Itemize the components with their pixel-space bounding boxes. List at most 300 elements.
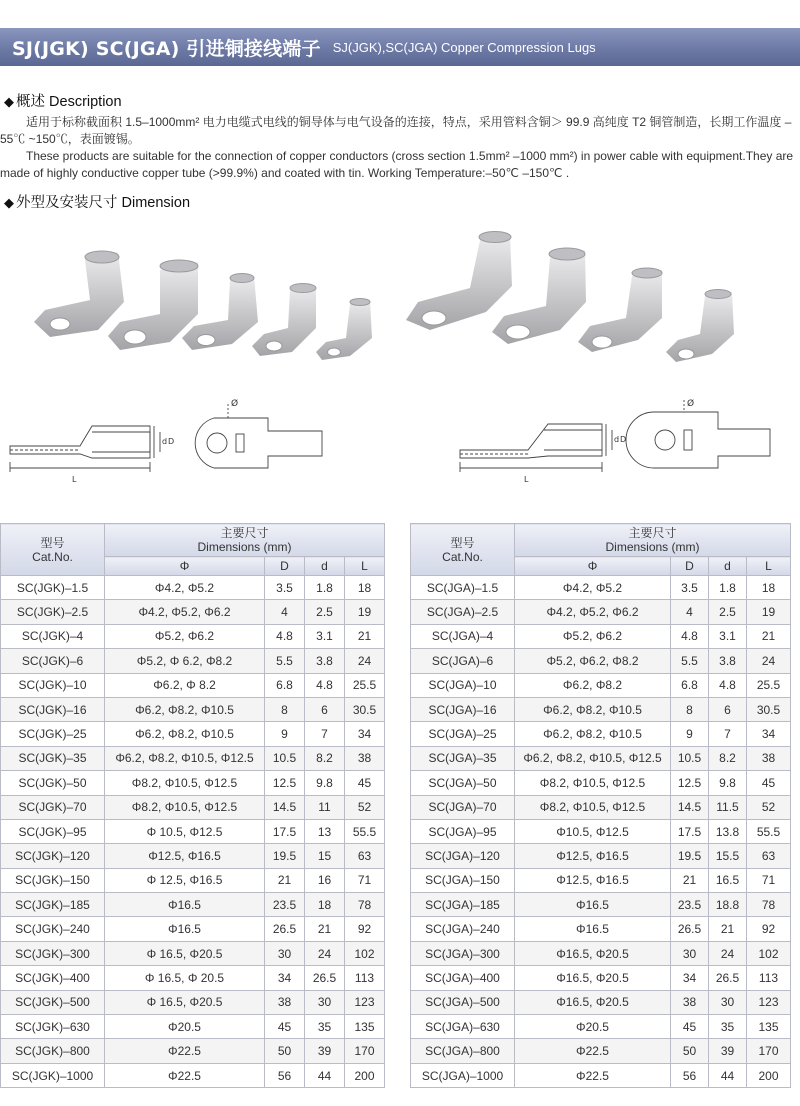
D-cell: 56 bbox=[671, 1063, 709, 1087]
phi-cell: Φ16.5, Φ20.5 bbox=[515, 966, 671, 990]
model-header-en: Cat.No. bbox=[442, 549, 483, 564]
L-cell: 24 bbox=[747, 649, 791, 673]
table-row bbox=[411, 624, 791, 648]
table-row bbox=[1, 722, 385, 746]
D-cell: 9 bbox=[265, 722, 305, 746]
D-cell: 6.8 bbox=[265, 673, 305, 697]
table-row bbox=[1, 844, 385, 868]
phi-cell: Φ 10.5, Φ12.5 bbox=[105, 819, 265, 843]
phi-cell: Φ22.5 bbox=[515, 1063, 671, 1087]
cat-no-cell: SC(JGA)–4 bbox=[411, 624, 515, 648]
description-heading-text: 概述 Description bbox=[16, 94, 122, 110]
table-row bbox=[411, 771, 791, 795]
phi-cell: Φ 16.5, Φ20.5 bbox=[105, 990, 265, 1014]
table-row bbox=[411, 917, 791, 941]
cat-no-cell: SC(JGA)–630 bbox=[411, 1015, 515, 1039]
D-cell: 19.5 bbox=[265, 844, 305, 868]
cat-no-cell: SC(JGA)–300 bbox=[411, 941, 515, 965]
cat-no-cell: SC(JGK)–630 bbox=[1, 1015, 105, 1039]
drawing-label-phi: Ø bbox=[687, 399, 695, 409]
table-row bbox=[1, 673, 385, 697]
D-cell: 45 bbox=[671, 1015, 709, 1039]
D-cell: 8 bbox=[671, 697, 709, 721]
table-row bbox=[411, 600, 791, 624]
d-cell: 44 bbox=[709, 1063, 747, 1087]
phi-cell: Φ16.5, Φ20.5 bbox=[515, 990, 671, 1014]
drawing-label-L: L bbox=[72, 475, 77, 484]
table-row bbox=[1, 917, 385, 941]
cat-no-cell: SC(JGA)–2.5 bbox=[411, 600, 515, 624]
L-cell: 24 bbox=[345, 649, 385, 673]
d-cell: 1.8 bbox=[305, 576, 345, 600]
table-row bbox=[411, 795, 791, 819]
table-row bbox=[1, 649, 385, 673]
D-cell: 4 bbox=[671, 600, 709, 624]
phi-cell: Φ20.5 bbox=[105, 1015, 265, 1039]
cat-no-cell: SC(JGK)–16 bbox=[1, 697, 105, 721]
L-cell: 170 bbox=[345, 1039, 385, 1063]
D-cell: 38 bbox=[671, 990, 709, 1014]
D-cell: 30 bbox=[265, 941, 305, 965]
L-cell: 38 bbox=[747, 746, 791, 770]
phi-cell: Φ4.2, Φ5.2, Φ6.2 bbox=[105, 600, 265, 624]
table-row bbox=[1, 1039, 385, 1063]
d-cell: 24 bbox=[709, 941, 747, 965]
table-row bbox=[411, 746, 791, 770]
cat-no-cell: SC(JGK)–1.5 bbox=[1, 576, 105, 600]
L-cell: 45 bbox=[747, 771, 791, 795]
D-cell: 21 bbox=[265, 868, 305, 892]
phi-cell: Φ8.2, Φ10.5, Φ12.5 bbox=[515, 795, 671, 819]
cat-no-cell: SC(JGK)–240 bbox=[1, 917, 105, 941]
d-cell: 2.5 bbox=[709, 600, 747, 624]
table-row bbox=[411, 1063, 791, 1087]
D-cell: 34 bbox=[671, 966, 709, 990]
d-cell: 26.5 bbox=[709, 966, 747, 990]
L-cell: 19 bbox=[747, 600, 791, 624]
cat-no-cell: SC(JGK)–2.5 bbox=[1, 600, 105, 624]
table-row bbox=[1, 966, 385, 990]
L-cell: 92 bbox=[345, 917, 385, 941]
table-row bbox=[1, 576, 385, 600]
D-cell: 14.5 bbox=[671, 795, 709, 819]
cat-no-cell: SC(JGA)–400 bbox=[411, 966, 515, 990]
phi-cell: Φ5.2, Φ6.2, Φ8.2 bbox=[515, 649, 671, 673]
table-row bbox=[411, 990, 791, 1014]
cat-no-cell: SC(JGK)–300 bbox=[1, 941, 105, 965]
d-cell: 11.5 bbox=[709, 795, 747, 819]
D-cell: 19.5 bbox=[671, 844, 709, 868]
d-cell: 3.1 bbox=[709, 624, 747, 648]
dimensions-header bbox=[515, 524, 791, 557]
L-cell: 52 bbox=[747, 795, 791, 819]
table-row bbox=[1, 819, 385, 843]
d-cell: 30 bbox=[305, 990, 345, 1014]
phi-cell: Φ8.2, Φ10.5, Φ12.5 bbox=[105, 795, 265, 819]
d-cell: 39 bbox=[709, 1039, 747, 1063]
table-row bbox=[1, 771, 385, 795]
phi-cell: Φ6.2, Φ 8.2 bbox=[105, 673, 265, 697]
lug-photo-1 bbox=[406, 232, 512, 331]
cat-no-cell: SC(JGA)–185 bbox=[411, 893, 515, 917]
phi-cell: Φ22.5 bbox=[105, 1039, 265, 1063]
dimensions-header bbox=[105, 524, 385, 557]
model-header-en: Cat.No. bbox=[32, 549, 73, 564]
D-cell: 17.5 bbox=[265, 819, 305, 843]
L-cell: 200 bbox=[345, 1063, 385, 1087]
drawing-label-phi: Ø bbox=[231, 399, 239, 409]
d-cell: 21 bbox=[709, 917, 747, 941]
phi-cell: Φ16.5 bbox=[515, 917, 671, 941]
D-cell: 17.5 bbox=[671, 819, 709, 843]
table-row bbox=[411, 697, 791, 721]
phi-cell: Φ 12.5, Φ16.5 bbox=[105, 868, 265, 892]
dimensions-header-en: Dimensions (mm) bbox=[605, 540, 700, 554]
D-cell: 23.5 bbox=[671, 893, 709, 917]
D-cell: 3.5 bbox=[671, 576, 709, 600]
dimensions-header-cn: 主要尺寸 bbox=[628, 526, 677, 540]
drawing-label-D: D bbox=[620, 435, 627, 444]
phi-header: Φ bbox=[515, 557, 671, 576]
d-cell: 1.8 bbox=[709, 576, 747, 600]
description-cn: 适用于标称截面积 1.5–1000mm² 电力电缆式电线的铜导体与电气设备的连接，特点，采用管料含铜＞ 99.9 高纯度 T2 铜管制造，长期工作温度 –55℃ ~150℃，表面镀锡。 bbox=[0, 115, 792, 146]
phi-header: Φ bbox=[105, 557, 265, 576]
table-row bbox=[411, 1039, 791, 1063]
d-cell: 16.5 bbox=[709, 868, 747, 892]
D-cell: 5.5 bbox=[671, 649, 709, 673]
L-cell: 78 bbox=[747, 893, 791, 917]
L-cell: 30.5 bbox=[747, 697, 791, 721]
table-row bbox=[411, 649, 791, 673]
table-row bbox=[1, 941, 385, 965]
cat-no-cell: SC(JGA)–10 bbox=[411, 673, 515, 697]
table-row bbox=[411, 722, 791, 746]
phi-cell: Φ6.2, Φ8.2, Φ10.5, Φ12.5 bbox=[105, 746, 265, 770]
table-row bbox=[411, 673, 791, 697]
lug-photo-4 bbox=[252, 284, 316, 357]
cat-no-cell: SC(JGA)–800 bbox=[411, 1039, 515, 1063]
title-banner bbox=[0, 28, 800, 66]
drawing-label-d: d bbox=[614, 435, 620, 444]
d-cell: 35 bbox=[709, 1015, 747, 1039]
d-cell: 6 bbox=[709, 697, 747, 721]
L-cell: 25.5 bbox=[747, 673, 791, 697]
D-cell: 4 bbox=[265, 600, 305, 624]
jgk-lugs-photo bbox=[20, 222, 390, 397]
D-cell: 6.8 bbox=[671, 673, 709, 697]
d-cell: 8.2 bbox=[305, 746, 345, 770]
L-cell: 55.5 bbox=[747, 819, 791, 843]
D-cell: 4.8 bbox=[265, 624, 305, 648]
phi-cell: Φ10.5, Φ12.5 bbox=[515, 819, 671, 843]
D-cell: 30 bbox=[671, 941, 709, 965]
D-cell: 50 bbox=[265, 1039, 305, 1063]
page-title: SJ(JGK) SC(JGA) 引进铜接线端子 bbox=[12, 37, 321, 60]
d-cell: 3.8 bbox=[709, 649, 747, 673]
cat-no-cell: SC(JGK)–4 bbox=[1, 624, 105, 648]
L-cell: 135 bbox=[345, 1015, 385, 1039]
cat-no-cell: SC(JGA)–35 bbox=[411, 746, 515, 770]
table-row bbox=[1, 746, 385, 770]
L-cell: 21 bbox=[747, 624, 791, 648]
d-cell: 3.8 bbox=[305, 649, 345, 673]
dimensions-header-en: Dimensions (mm) bbox=[197, 540, 292, 554]
L-cell: 113 bbox=[747, 966, 791, 990]
d-cell: 6 bbox=[305, 697, 345, 721]
jgk-dimension-drawing bbox=[0, 396, 400, 486]
page-subtitle: SJ(JGK),SC(JGA) Copper Compression Lugs bbox=[332, 39, 596, 55]
d-cell: 15.5 bbox=[709, 844, 747, 868]
d-cell: 30 bbox=[709, 990, 747, 1014]
cat-no-cell: SC(JGK)–10 bbox=[1, 673, 105, 697]
table-row bbox=[411, 1015, 791, 1039]
phi-cell: Φ6.2, Φ8.2, Φ10.5 bbox=[515, 722, 671, 746]
description-heading bbox=[4, 90, 122, 111]
L-cell: 200 bbox=[747, 1063, 791, 1087]
table-row bbox=[1, 624, 385, 648]
phi-cell: Φ4.2, Φ5.2, Φ6.2 bbox=[515, 600, 671, 624]
table-row bbox=[1, 600, 385, 624]
d-cell: 35 bbox=[305, 1015, 345, 1039]
L-cell: 92 bbox=[747, 917, 791, 941]
d-header: d bbox=[709, 557, 747, 576]
L-cell: 102 bbox=[747, 941, 791, 965]
D-cell: 26.5 bbox=[265, 917, 305, 941]
lug-photo-3 bbox=[578, 268, 662, 352]
D-cell: 4.8 bbox=[671, 624, 709, 648]
L-cell: 25.5 bbox=[345, 673, 385, 697]
D-cell: 56 bbox=[265, 1063, 305, 1087]
D-cell: 10.5 bbox=[265, 746, 305, 770]
L-cell: 55.5 bbox=[345, 819, 385, 843]
L-header: L bbox=[747, 557, 791, 576]
L-cell: 30.5 bbox=[345, 697, 385, 721]
cat-no-cell: SC(JGK)–35 bbox=[1, 746, 105, 770]
drawing-label-d: d bbox=[162, 437, 168, 446]
cat-no-cell: SC(JGK)–70 bbox=[1, 795, 105, 819]
phi-cell: Φ20.5 bbox=[515, 1015, 671, 1039]
L-cell: 113 bbox=[345, 966, 385, 990]
cat-no-cell: SC(JGA)–25 bbox=[411, 722, 515, 746]
model-header-cn: 型号 bbox=[40, 535, 65, 550]
phi-cell: Φ12.5, Φ16.5 bbox=[515, 844, 671, 868]
d-cell: 7 bbox=[709, 722, 747, 746]
phi-cell: Φ5.2, Φ 6.2, Φ8.2 bbox=[105, 649, 265, 673]
cat-no-cell: SC(JGK)–1000 bbox=[1, 1063, 105, 1087]
jga-spec-table bbox=[410, 523, 791, 1088]
cat-no-cell: SC(JGK)–120 bbox=[1, 844, 105, 868]
d-cell: 13.8 bbox=[709, 819, 747, 843]
d-cell: 2.5 bbox=[305, 600, 345, 624]
D-cell: 34 bbox=[265, 966, 305, 990]
phi-cell: Φ12.5, Φ16.5 bbox=[515, 868, 671, 892]
cat-no-cell: SC(JGA)–150 bbox=[411, 868, 515, 892]
L-cell: 34 bbox=[345, 722, 385, 746]
cat-no-cell: SC(JGA)–120 bbox=[411, 844, 515, 868]
table-row bbox=[1, 795, 385, 819]
lug-photo-1 bbox=[34, 251, 124, 337]
d-cell: 21 bbox=[305, 917, 345, 941]
d-cell: 4.8 bbox=[709, 673, 747, 697]
cat-no-cell: SC(JGA)–70 bbox=[411, 795, 515, 819]
D-cell: 23.5 bbox=[265, 893, 305, 917]
table-row bbox=[1, 1063, 385, 1087]
cat-no-cell: SC(JGA)–500 bbox=[411, 990, 515, 1014]
lug-photo-5 bbox=[316, 299, 372, 361]
L-cell: 21 bbox=[345, 624, 385, 648]
d-cell: 18 bbox=[305, 893, 345, 917]
D-cell: 5.5 bbox=[265, 649, 305, 673]
phi-cell: Φ6.2, Φ8.2, Φ10.5 bbox=[105, 697, 265, 721]
d-cell: 44 bbox=[305, 1063, 345, 1087]
d-header: d bbox=[305, 557, 345, 576]
d-cell: 18.8 bbox=[709, 893, 747, 917]
L-cell: 18 bbox=[747, 576, 791, 600]
cat-no-cell: SC(JGK)–800 bbox=[1, 1039, 105, 1063]
D-cell: 8 bbox=[265, 697, 305, 721]
phi-cell: Φ6.2, Φ8.2 bbox=[515, 673, 671, 697]
L-cell: 18 bbox=[345, 576, 385, 600]
phi-cell: Φ16.5 bbox=[105, 893, 265, 917]
dimensions-header-cn: 主要尺寸 bbox=[220, 526, 269, 540]
lug-photo-4 bbox=[666, 290, 734, 363]
table-row bbox=[1, 893, 385, 917]
d-cell: 11 bbox=[305, 795, 345, 819]
d-cell: 16 bbox=[305, 868, 345, 892]
L-cell: 135 bbox=[747, 1015, 791, 1039]
cat-no-cell: SC(JGA)–16 bbox=[411, 697, 515, 721]
L-cell: 19 bbox=[345, 600, 385, 624]
D-cell: 9 bbox=[671, 722, 709, 746]
jga-lugs-photo bbox=[400, 222, 770, 397]
D-cell: 21 bbox=[671, 868, 709, 892]
d-cell: 9.8 bbox=[305, 771, 345, 795]
d-cell: 4.8 bbox=[305, 673, 345, 697]
cat-no-cell: SC(JGK)–400 bbox=[1, 966, 105, 990]
phi-cell: Φ16.5 bbox=[515, 893, 671, 917]
table-row bbox=[1, 1015, 385, 1039]
jga-dimension-drawing bbox=[440, 396, 800, 486]
phi-cell: Φ16.5 bbox=[105, 917, 265, 941]
table-row bbox=[1, 990, 385, 1014]
phi-cell: Φ6.2, Φ8.2, Φ10.5, Φ12.5 bbox=[515, 746, 671, 770]
d-cell: 39 bbox=[305, 1039, 345, 1063]
description-body bbox=[0, 114, 800, 182]
L-cell: 78 bbox=[345, 893, 385, 917]
D-header: D bbox=[671, 557, 709, 576]
L-cell: 45 bbox=[345, 771, 385, 795]
D-header: D bbox=[265, 557, 305, 576]
jga-table-body bbox=[411, 576, 791, 1088]
table-row bbox=[411, 868, 791, 892]
table-row bbox=[411, 844, 791, 868]
table-row bbox=[411, 819, 791, 843]
cat-no-cell: SC(JGA)–1000 bbox=[411, 1063, 515, 1087]
table-row bbox=[1, 868, 385, 892]
table-row bbox=[411, 941, 791, 965]
L-cell: 123 bbox=[747, 990, 791, 1014]
model-header-cn: 型号 bbox=[450, 535, 475, 550]
phi-cell: Φ8.2, Φ10.5, Φ12.5 bbox=[515, 771, 671, 795]
dimension-heading-text: 外型及安装尺寸 Dimension bbox=[16, 195, 191, 211]
phi-cell: Φ22.5 bbox=[515, 1039, 671, 1063]
phi-cell: Φ4.2, Φ5.2 bbox=[515, 576, 671, 600]
cat-no-cell: SC(JGK)–50 bbox=[1, 771, 105, 795]
cat-no-cell: SC(JGK)–25 bbox=[1, 722, 105, 746]
d-cell: 13 bbox=[305, 819, 345, 843]
diamond-bullet-icon: ◆ bbox=[4, 94, 14, 109]
d-cell: 3.1 bbox=[305, 624, 345, 648]
d-cell: 24 bbox=[305, 941, 345, 965]
phi-cell: Φ4.2, Φ5.2 bbox=[105, 576, 265, 600]
D-cell: 10.5 bbox=[671, 746, 709, 770]
d-cell: 15 bbox=[305, 844, 345, 868]
D-cell: 38 bbox=[265, 990, 305, 1014]
L-cell: 52 bbox=[345, 795, 385, 819]
phi-cell: Φ6.2, Φ8.2, Φ10.5 bbox=[515, 697, 671, 721]
D-cell: 26.5 bbox=[671, 917, 709, 941]
L-cell: 71 bbox=[747, 868, 791, 892]
cat-no-cell: SC(JGK)–6 bbox=[1, 649, 105, 673]
D-cell: 45 bbox=[265, 1015, 305, 1039]
D-cell: 12.5 bbox=[265, 771, 305, 795]
d-cell: 9.8 bbox=[709, 771, 747, 795]
drawing-label-D: D bbox=[168, 437, 175, 446]
L-cell: 63 bbox=[747, 844, 791, 868]
dimension-heading bbox=[4, 191, 190, 212]
phi-cell: Φ8.2, Φ10.5, Φ12.5 bbox=[105, 771, 265, 795]
L-header: L bbox=[345, 557, 385, 576]
L-cell: 170 bbox=[747, 1039, 791, 1063]
drawing-label-L: L bbox=[524, 475, 529, 484]
table-row bbox=[1, 697, 385, 721]
model-header bbox=[1, 524, 105, 576]
phi-cell: Φ5.2, Φ6.2 bbox=[515, 624, 671, 648]
table-row bbox=[411, 893, 791, 917]
L-cell: 71 bbox=[345, 868, 385, 892]
d-cell: 7 bbox=[305, 722, 345, 746]
cat-no-cell: SC(JGA)–240 bbox=[411, 917, 515, 941]
L-cell: 38 bbox=[345, 746, 385, 770]
cat-no-cell: SC(JGA)–50 bbox=[411, 771, 515, 795]
cat-no-cell: SC(JGK)–500 bbox=[1, 990, 105, 1014]
table-row bbox=[411, 966, 791, 990]
d-cell: 26.5 bbox=[305, 966, 345, 990]
D-cell: 3.5 bbox=[265, 576, 305, 600]
L-cell: 102 bbox=[345, 941, 385, 965]
L-cell: 123 bbox=[345, 990, 385, 1014]
cat-no-cell: SC(JGK)–185 bbox=[1, 893, 105, 917]
cat-no-cell: SC(JGA)–1.5 bbox=[411, 576, 515, 600]
D-cell: 12.5 bbox=[671, 771, 709, 795]
jgk-table-body bbox=[1, 576, 385, 1088]
phi-cell: Φ 16.5, Φ20.5 bbox=[105, 941, 265, 965]
table-row bbox=[411, 576, 791, 600]
cat-no-cell: SC(JGA)–6 bbox=[411, 649, 515, 673]
d-cell: 8.2 bbox=[709, 746, 747, 770]
phi-cell: Φ 16.5, Φ 20.5 bbox=[105, 966, 265, 990]
cat-no-cell: SC(JGK)–150 bbox=[1, 868, 105, 892]
D-cell: 14.5 bbox=[265, 795, 305, 819]
phi-cell: Φ22.5 bbox=[105, 1063, 265, 1087]
L-cell: 63 bbox=[345, 844, 385, 868]
L-cell: 34 bbox=[747, 722, 791, 746]
phi-cell: Φ5.2, Φ6.2 bbox=[105, 624, 265, 648]
model-header bbox=[411, 524, 515, 576]
phi-cell: Φ16.5, Φ20.5 bbox=[515, 941, 671, 965]
phi-cell: Φ6.2, Φ8.2, Φ10.5 bbox=[105, 722, 265, 746]
cat-no-cell: SC(JGA)–95 bbox=[411, 819, 515, 843]
